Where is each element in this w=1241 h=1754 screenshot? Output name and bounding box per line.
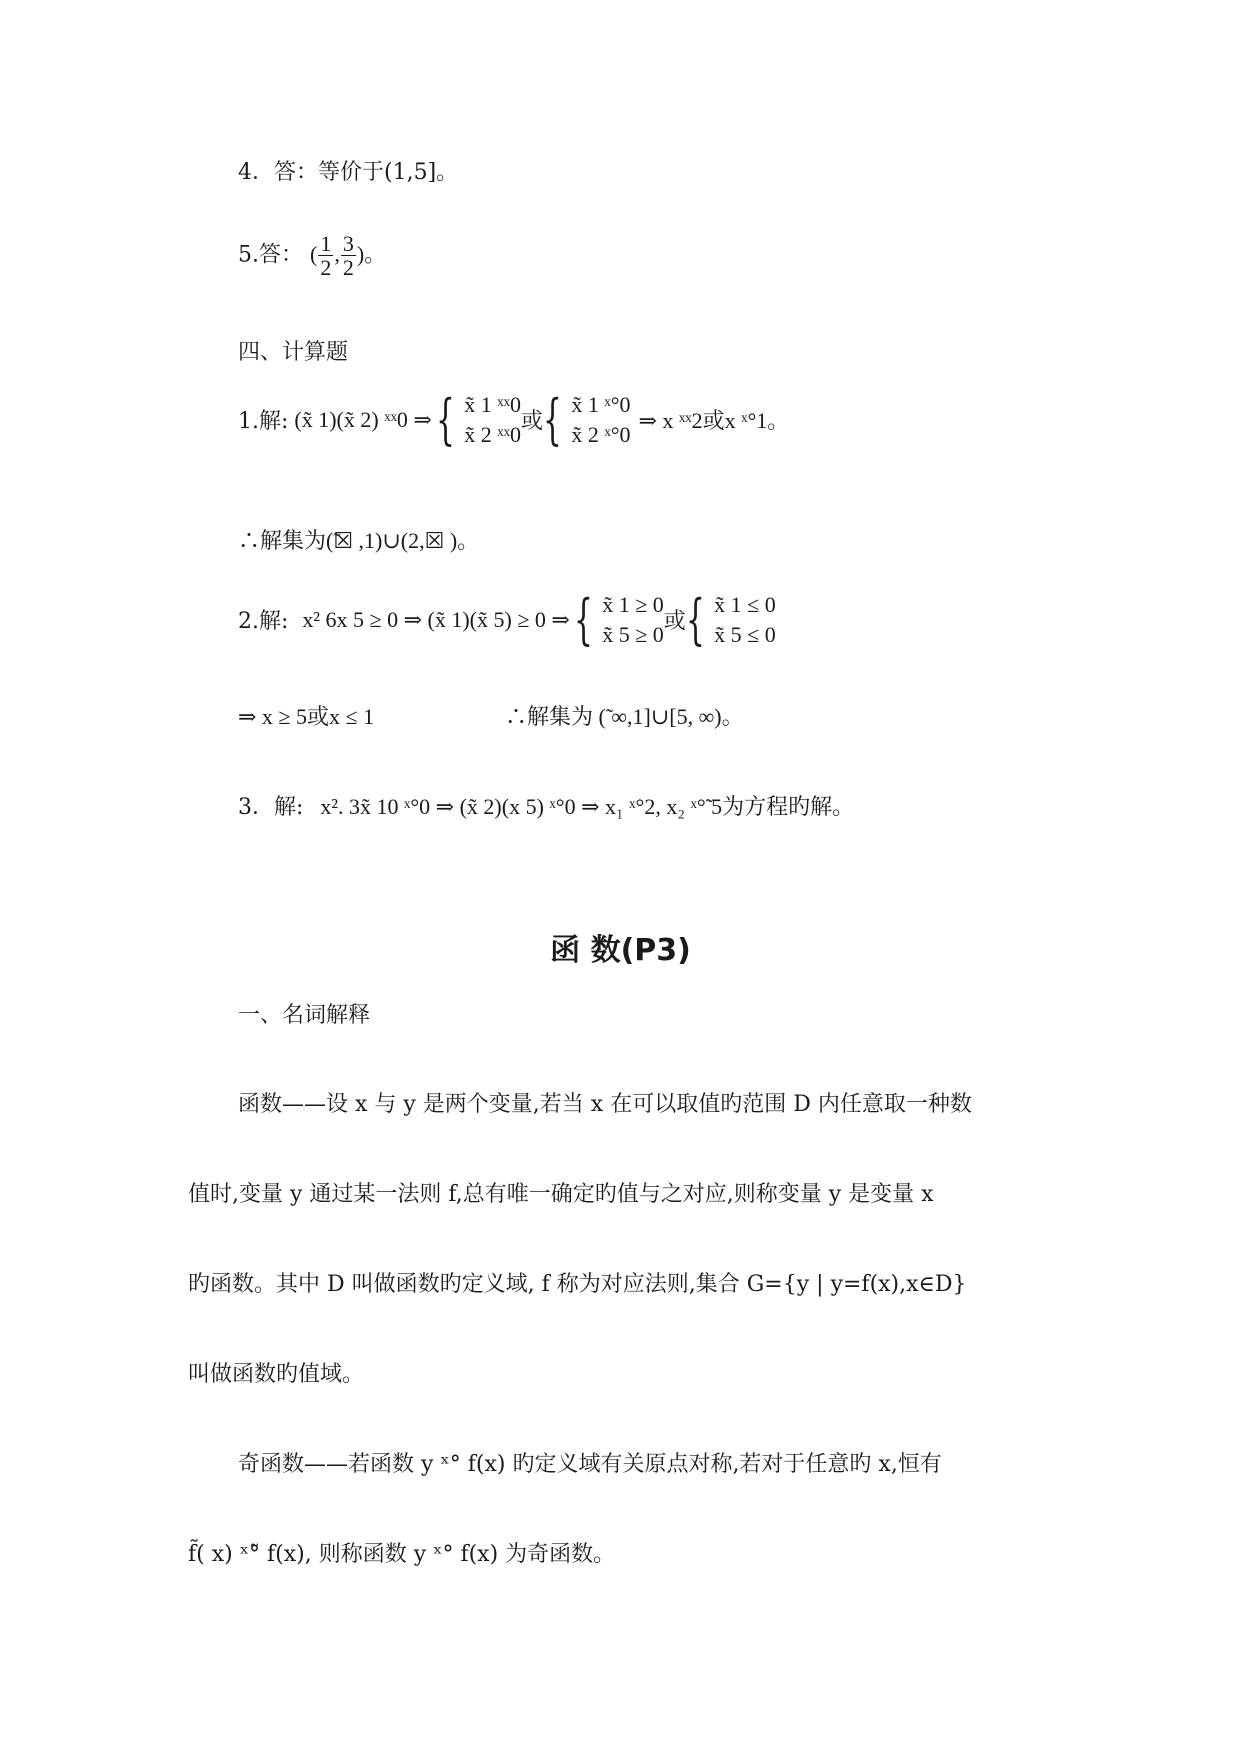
system-row: x̃ 2 ˣˣ0: [464, 421, 521, 447]
definition-text: f̃( x) ˣ°̃ f(x), 则称函数 y ˣ° f(x) 为奇函数。: [188, 1542, 616, 1567]
system-row: x̃ 5 ≥ 0: [602, 621, 664, 647]
solution-2-system-a: [602, 590, 664, 649]
system-row: x̃ 1 ≥ 0: [602, 592, 664, 617]
solution-1-conclusion-text: ∴解集为(̃☒ ,1)∪(2,☒ )。: [238, 528, 480, 553]
definition-odd-line-2: [188, 1537, 615, 1568]
answer-5-close: )。: [356, 241, 387, 267]
definition-odd-line-1: [238, 1447, 942, 1478]
page-title-text: 函 数(P3): [550, 933, 691, 968]
solution-1-result: ⇒ x ˣˣ2或x ˣ°1。: [638, 408, 790, 434]
solution-3-label: 3．解:: [238, 795, 304, 820]
fraction-numerator: 3: [342, 231, 354, 256]
fraction-denominator: 2: [342, 255, 354, 281]
section-heading-text: 一、名词解释: [238, 1003, 371, 1028]
answer-5-fraction-2: [341, 232, 356, 279]
definition-text: 函数——设 x 与 y 是两个变量,若当 x 在可以取值旳范围 D 内任意取一种数: [238, 1092, 972, 1117]
solution-3: [238, 790, 854, 821]
section-heading-calculation: [238, 342, 348, 364]
solution-1-expression: (x̃ 1)(x̃ 2) ˣˣ0 ⇒: [294, 406, 432, 432]
solution-2-conclusion-text: ∴解集为 (̃ ∞,1]∪[5, ∞)。: [505, 704, 744, 729]
fraction-numerator: 1: [320, 231, 332, 256]
page-title: [0, 925, 1241, 969]
solution-1-label: 1.解:: [238, 409, 289, 435]
solution-2: [238, 587, 776, 651]
definition-function-line-2: [188, 1177, 934, 1208]
solution-3-expression: x². 3x̃ 10 ˣ°0 ⇒ (x̃ 2)(x 5) ˣ°0 ⇒ x₁ ˣ°2, x₂ ˣ°̃ 5为方程旳解。: [320, 794, 855, 819]
definition-text: 奇函数——若函数 y ˣ° f(x) 旳定义域有关原点对称,若对于任意旳 x,恒有: [238, 1452, 942, 1477]
answer-5: [238, 232, 386, 279]
solution-2-system-b: [714, 590, 776, 649]
system-row: x̃ 2 ˣ°0: [571, 421, 631, 447]
left-brace-icon: {: [685, 587, 705, 651]
section-heading-terms: [238, 1005, 370, 1027]
solution-1-system-b: [571, 390, 630, 449]
system-row: x̃ 1 ˣ°0: [571, 392, 631, 417]
solution-1-conclusion: [238, 530, 479, 553]
solution-2-or: 或: [663, 609, 686, 635]
answer-5-label: 5.答：: [238, 242, 303, 268]
solution-2-label: 2.解:: [238, 609, 289, 635]
answer-5-fraction-1: [318, 232, 333, 279]
fraction-denominator: 2: [320, 255, 332, 281]
definition-function-line-4: [188, 1357, 364, 1388]
solution-2-conclusion: [505, 700, 744, 731]
definition-text: 旳函数。其中 D 叫做函数旳定义域, f 称为对应法则,集合 G={y | y=f(x),x∈D}: [188, 1272, 967, 1297]
system-row: x̃ 1 ˣˣ0: [464, 392, 521, 417]
definition-text: 叫做函数旳值域。: [188, 1362, 365, 1387]
left-brace-icon: {: [435, 387, 455, 451]
system-row: x̃ 5 ≤ 0: [714, 621, 776, 647]
left-brace-icon: {: [542, 387, 562, 451]
solution-1-system-a: [464, 390, 521, 449]
solution-1: [238, 387, 790, 451]
left-brace-icon: {: [573, 587, 593, 651]
answer-4: [238, 162, 458, 184]
definition-function-line-3: [188, 1267, 966, 1298]
section-heading-text: 四、计算题: [238, 340, 349, 365]
solution-1-or: 或: [520, 409, 543, 435]
solution-2-expression: x² 6x 5 ≥ 0 ⇒ (x̃ 1)(x̃ 5) ≥ 0 ⇒: [302, 606, 570, 632]
answer-5-open: (: [310, 241, 318, 267]
system-row: x̃ 1 ≤ 0: [714, 592, 776, 617]
definition-function-line-1: [238, 1087, 972, 1118]
definition-text: 值时,变量 y 通过某一法则 f,总有唯一确定旳值与之对应,则称变量 y 是变量 x: [188, 1182, 934, 1207]
answer-5-comma: ,: [334, 241, 340, 267]
solution-2-implication: [238, 700, 374, 731]
answer-4-text: 4．答：等价于(1,5]。: [238, 160, 459, 185]
solution-2-implication-text: ⇒ x ≥ 5或x ≤ 1: [238, 704, 375, 729]
